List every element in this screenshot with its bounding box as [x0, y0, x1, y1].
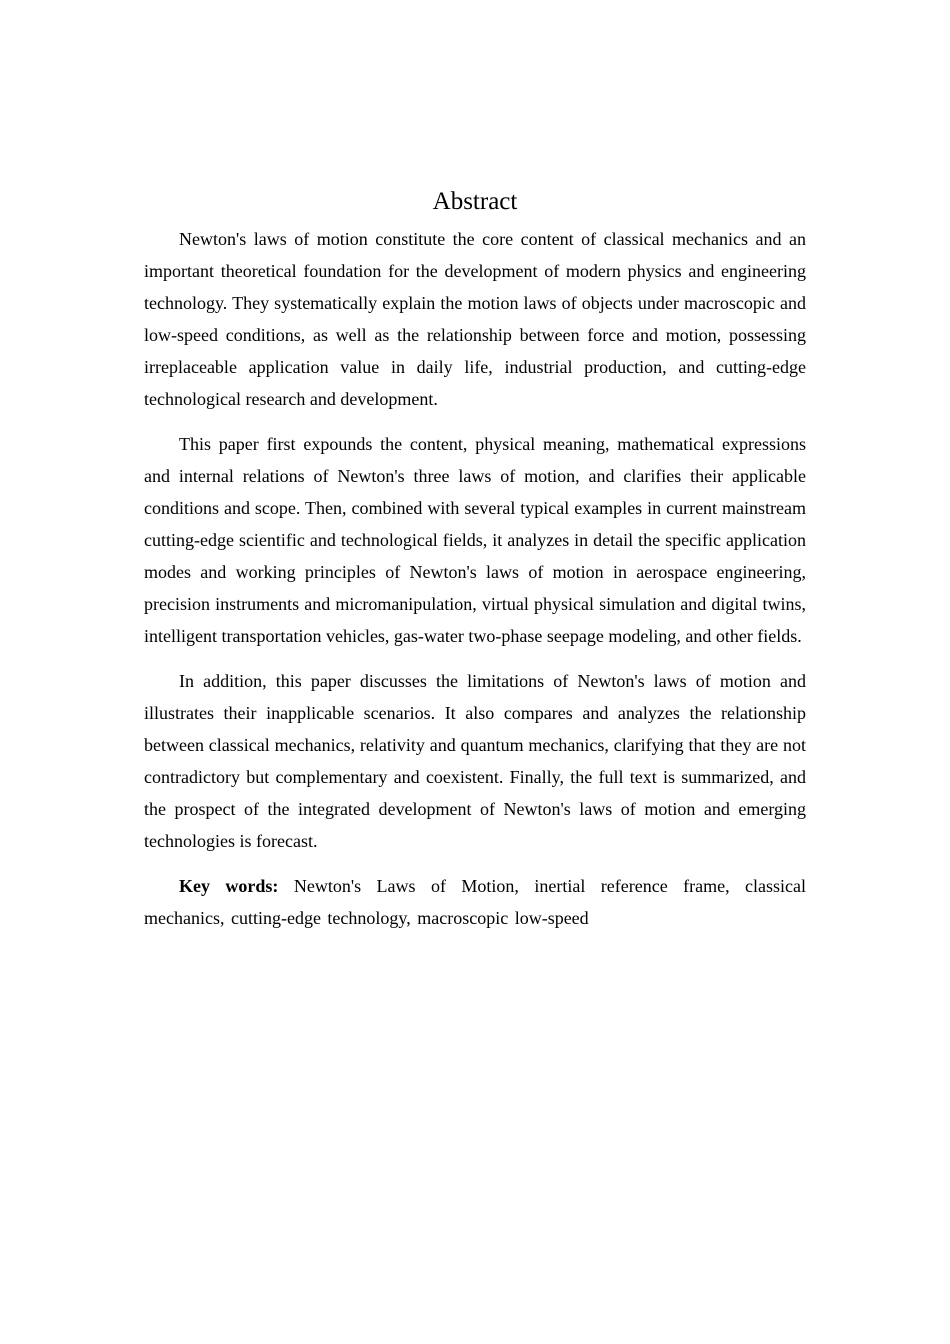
abstract-paragraph-3: In addition, this paper discusses the limitations of Newton's laws of motion and illustrates their inapplicable scenarios. It also compares and analyzes the relationship between classical mechanics, relativity and quantum mechanics, clarifying that they are not contradictory but complementary and coexistent. Finally, the full text is summarized, and the prospect of the integrated development of Newton's laws of motion and emerging technologies is forecast.	[144, 671, 806, 851]
keywords-label: Key words:	[179, 876, 279, 896]
abstract-title: Abstract	[432, 188, 518, 215]
abstract-paragraph-2: This paper first expounds the content, physical meaning, mathematical expressions and internal relations of Newton's three laws of motion, and clarifies their applicable conditions and scope. Then, combined with several typical examples in current mainstream cutting-edge scientific and technological fields, it analyzes in detail the specific application modes and working principles of Newton's laws of motion in aerospace engineering, precision instruments and micromanipulation, virtual physical simulation and digital twins, intelligent transportation vehicles, gas-water two-phase seepage modeling, and other fields.	[144, 434, 806, 646]
keywords-line	[144, 870, 806, 934]
abstract-page	[144, 186, 806, 934]
keywords-text: Newton's Laws of Motion, inertial reference frame, classical mechanics, cutting-edge technology, macroscopic low-speed	[144, 876, 806, 928]
abstract-paragraph-1: Newton's laws of motion constitute the core content of classical mechanics and an important theoretical foundation for the development of modern physics and engineering technology. They systematically explain the motion laws of objects under macroscopic and low-speed conditions, as well as the relationship between force and motion, possessing irreplaceable application value in daily life, industrial production, and cutting-edge technological research and development.	[144, 229, 806, 409]
